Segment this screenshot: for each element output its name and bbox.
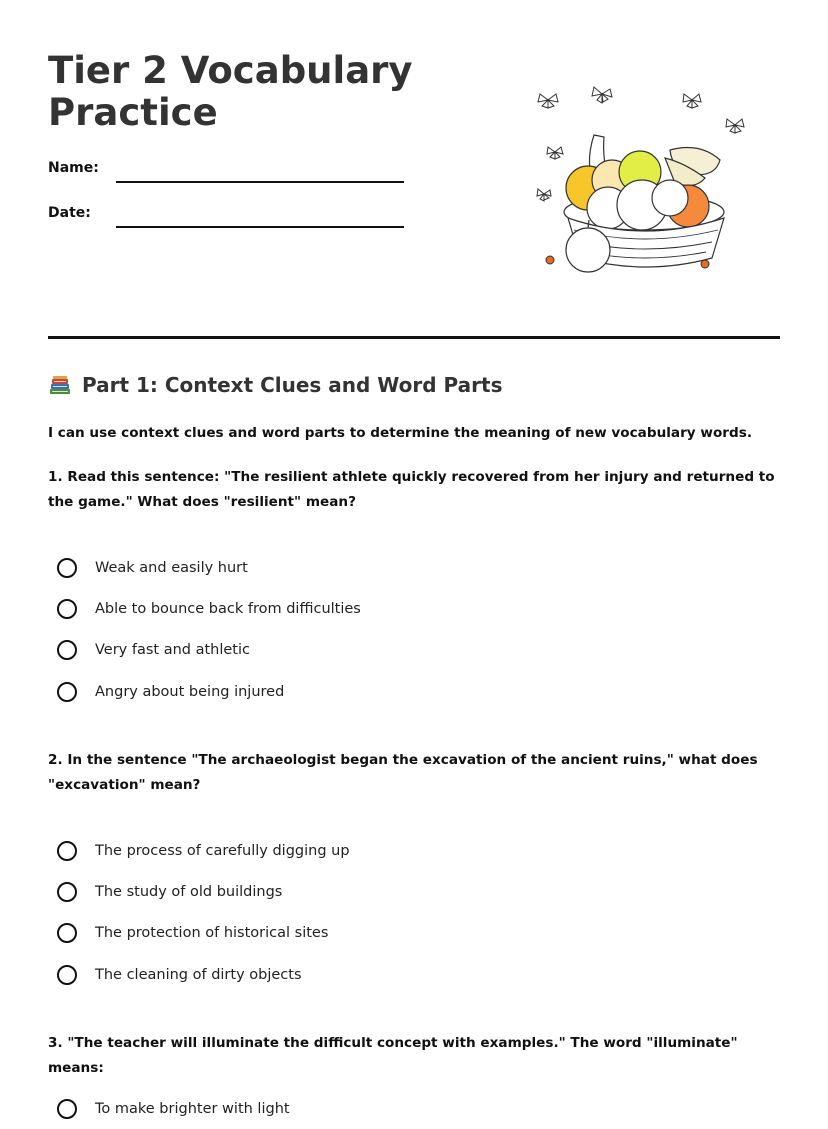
option-radio[interactable] bbox=[57, 954, 350, 995]
option-radio[interactable] bbox=[57, 871, 350, 912]
butterfly-icon bbox=[726, 119, 744, 133]
option-radio[interactable] bbox=[57, 1088, 290, 1129]
question-1-text: 1. Read this sentence: "The resilient athlete quickly recovered from her injury and returned to the game." What does "resilient" mean? bbox=[48, 469, 775, 510]
option-radio[interactable] bbox=[57, 588, 361, 629]
butterfly-icon bbox=[547, 147, 563, 159]
butterfly-icon bbox=[537, 189, 551, 201]
butterfly-icon bbox=[683, 94, 701, 108]
radio-button[interactable] bbox=[57, 599, 77, 619]
option-label: The study of old buildings bbox=[95, 884, 283, 901]
radio-button[interactable] bbox=[57, 882, 77, 902]
option-label: The protection of historical sites bbox=[95, 925, 329, 942]
option-radio[interactable] bbox=[57, 547, 361, 588]
option-radio[interactable] bbox=[57, 913, 350, 954]
section-divider bbox=[48, 336, 780, 339]
name-line[interactable] bbox=[116, 181, 404, 183]
page-title: Tier 2 Vocabulary Practice bbox=[48, 49, 413, 134]
option-radio[interactable] bbox=[57, 630, 361, 671]
question-3-options bbox=[57, 1088, 290, 1129]
option-label: Very fast and athletic bbox=[95, 642, 250, 659]
option-radio[interactable] bbox=[57, 671, 361, 712]
question-3-text: 3. "The teacher will illuminate the difficult concept with examples." The word "illuminate" means: bbox=[48, 1035, 738, 1076]
radio-button[interactable] bbox=[57, 640, 77, 660]
radio-button[interactable] bbox=[57, 1099, 77, 1119]
option-label: Angry about being injured bbox=[95, 683, 285, 700]
radio-button[interactable] bbox=[57, 682, 77, 702]
ladybug-icon bbox=[701, 260, 709, 268]
option-radio[interactable] bbox=[57, 830, 350, 871]
radio-button[interactable] bbox=[57, 965, 77, 985]
date-line[interactable] bbox=[116, 226, 404, 228]
learning-objective: I can use context clues and word parts to determine the meaning of new vocabulary words. bbox=[48, 425, 752, 441]
name-label: Name: bbox=[48, 160, 99, 176]
ladybug-icon bbox=[546, 256, 554, 264]
section-heading-text: Part 1: Context Clues and Word Parts bbox=[82, 373, 503, 397]
name-field bbox=[48, 160, 408, 190]
radio-button[interactable] bbox=[57, 558, 77, 578]
question-1-options bbox=[57, 547, 361, 713]
date-field bbox=[48, 205, 408, 235]
books-icon bbox=[48, 373, 72, 397]
option-label: Able to bounce back from difficulties bbox=[95, 601, 361, 618]
option-label: The cleaning of dirty objects bbox=[95, 966, 302, 983]
fruit-basket-illustration bbox=[530, 80, 750, 280]
date-label: Date: bbox=[48, 205, 91, 221]
butterfly-icon bbox=[538, 94, 558, 108]
option-label: The process of carefully digging up bbox=[95, 842, 350, 859]
butterfly-icon bbox=[592, 87, 612, 103]
radio-button[interactable] bbox=[57, 923, 77, 943]
question-2-options bbox=[57, 830, 350, 996]
question-2-text: 2. In the sentence "The archaeologist began the excavation of the ancient ruins," what does "excavation" mean? bbox=[48, 752, 758, 793]
option-label: To make brighter with light bbox=[95, 1100, 290, 1117]
option-label: Weak and easily hurt bbox=[95, 559, 248, 576]
section-heading bbox=[48, 373, 502, 397]
radio-button[interactable] bbox=[57, 841, 77, 861]
